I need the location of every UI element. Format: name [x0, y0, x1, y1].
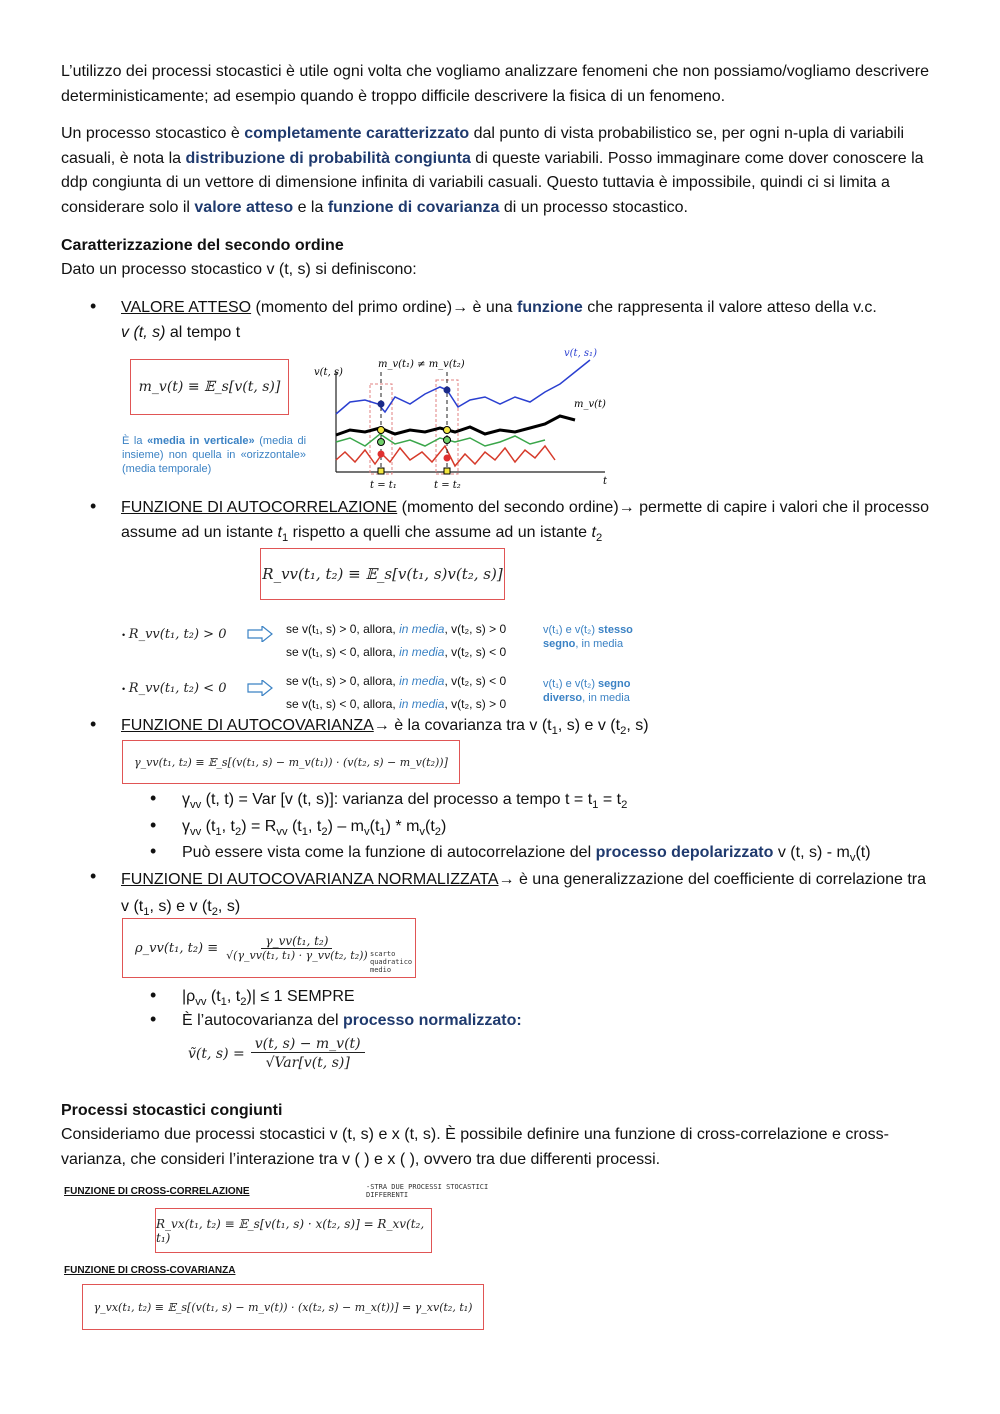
- text-run: , s) e v (t: [149, 898, 212, 915]
- text-run: v(t₁) e v(t₂): [543, 678, 599, 690]
- highlight-complete: completamente caratterizzato: [244, 125, 470, 142]
- text-run: ) = R: [241, 818, 277, 835]
- arrow-icon: →: [373, 717, 390, 734]
- text-run: in media: [399, 622, 445, 636]
- text-run: è una generalizzazione del coefficiente di correlazione tra v (t: [121, 871, 927, 915]
- condition-negative: R_vv(t₁, t₂) < 0: [128, 681, 227, 696]
- bullet: •: [150, 1009, 157, 1029]
- text-run: , v(t₂, s) > 0: [444, 622, 507, 636]
- text-run: (t, t) = Var [v (t, s)]: varianza del processo a tempo t = t: [201, 791, 593, 808]
- subscript: 2: [240, 996, 247, 1009]
- text-run: al tempo t: [165, 323, 241, 341]
- text-run: (media di insieme) non quella in «orizzontale» (media temporale): [122, 435, 307, 475]
- text-run: (t: [206, 988, 221, 1005]
- text-run: stesso: [598, 624, 633, 636]
- text-run: )| ≤ 1 SEMPRE: [246, 988, 355, 1005]
- text-run: v (t, s): [121, 323, 166, 341]
- bullet: •: [90, 496, 97, 516]
- term-autocorrelazione: FUNZIONE DI AUTOCORRELAZIONE: [121, 499, 398, 516]
- autocorr-text: FUNZIONE DI AUTOCORRELAZIONE (momento del secondo ordine)→ permette di capire i valori che il processo assume ad un istante $t_1$ rispetto a quelli che assume ad un istante $t_2$: [121, 499, 929, 544]
- text-run: |ρ: [182, 988, 196, 1005]
- formula-cross-covariance-box: γ_vx(t₁, t₂) ≡ 𝔼_s[(v(t₁, s) − m_v(t)) · (x(t₂, s) − m_x(t))] = γ_xv(t₂, t₁): [82, 1284, 484, 1330]
- subscript: vv: [195, 996, 207, 1009]
- highlight-funzione: funzione: [517, 299, 583, 316]
- text-run: (momento del secondo ordine): [397, 499, 619, 516]
- highlight-normalized: processo normalizzato:: [342, 1012, 522, 1029]
- subscript: 1: [220, 996, 227, 1009]
- text-run: = t: [598, 791, 622, 808]
- subscript: v: [364, 826, 370, 839]
- text-run: , t: [221, 818, 235, 835]
- denominator: √Var[v(t, s)]: [265, 1055, 350, 1071]
- subscript: 2: [434, 826, 442, 839]
- fig-label-vts1: v(t, s₁): [564, 348, 597, 359]
- autocorr-row-negative: • R_vv(t₁, t₂) < 0: [122, 681, 227, 696]
- text-run: , v(t₂, s) > 0: [444, 697, 507, 711]
- text-run: è una: [468, 299, 518, 316]
- subscript: vv: [190, 799, 202, 812]
- text-run: , in media: [575, 638, 624, 650]
- text-run: v(t₁) e v(t₂): [543, 624, 599, 636]
- bullet: •: [90, 714, 97, 734]
- text-run: Un processo stocastico è: [61, 125, 245, 142]
- fig-label-t1: t = t₁: [370, 480, 397, 491]
- text-run: rispetto a quelli che assume ad un istante: [288, 523, 592, 541]
- fraction: [251, 1036, 365, 1071]
- text-run: , v(t₂, s) < 0: [444, 645, 507, 659]
- denominator: √(γ_vv(t₁, t₁) · γ_vv(t₂, t₂)): [226, 949, 368, 962]
- text-run: , t: [307, 818, 322, 835]
- formula-autocov-box: γ_vv(t₁, t₂) ≡ 𝔼_s[(v(t₁, s) − m_v(t₁)) · (v(t₂, s) − m_v(t₂))]: [122, 740, 460, 784]
- text-run: , s): [217, 898, 241, 915]
- text-run: , in media: [582, 692, 630, 704]
- text-run: se v(t₁, s) < 0, allora,: [286, 645, 400, 659]
- arrow-icon: →: [452, 299, 469, 316]
- section-lead: Dato un processo stocastico v (t, s) si definiscono:: [61, 261, 417, 278]
- autocorr-result-diff-sign: [543, 677, 630, 705]
- text-run: permette di capire i valori che il processo assume ad un istante: [121, 499, 929, 541]
- text-run: se v(t₁, s) > 0, allora,: [286, 622, 400, 636]
- text-run: se v(t₁, s) < 0, allora,: [286, 697, 400, 711]
- text-run: È l’autocovarianza del: [182, 1012, 343, 1029]
- text-run: γ: [182, 791, 190, 808]
- subscript: 1: [379, 826, 386, 839]
- cross-correlation-label: FUNZIONE DI CROSS-CORRELAZIONE: [64, 1186, 250, 1197]
- valore-atteso-text: [121, 296, 931, 345]
- subscript: 2: [595, 531, 603, 544]
- text-run: segno: [598, 678, 631, 690]
- process-realizations-figure: [310, 342, 620, 492]
- fig-label-mv: m_v(t): [574, 399, 606, 410]
- handwritten-note: -STRA DUE PROCESSI STOCASTICI DIFFERENTI: [366, 1183, 489, 1199]
- subscript: vv: [190, 826, 202, 839]
- term-autocov-norm: FUNZIONE DI AUTOCOVARIANZA NORMALIZZATA: [121, 871, 499, 888]
- text-run: (t: [425, 818, 435, 835]
- text-run: in media: [399, 674, 445, 688]
- subscript: 1: [143, 906, 150, 919]
- arrow-right-icon: [247, 626, 273, 642]
- subscript: 1: [551, 725, 558, 738]
- text-run: diverso: [543, 692, 583, 704]
- numerator: v(t, s) − m_v(t): [251, 1036, 365, 1053]
- intro-paragraph-1: L’utilizzo dei processi stocastici è utile ogni volta che vogliamo analizzare fenomeni che non possiamo/vogliamo descrivere deterministicamente; ad esempio quando è troppo difficile descrivere la fisica di un fenomeno.: [61, 63, 930, 105]
- text-run: γ: [182, 818, 190, 835]
- text-run: (t: [201, 818, 216, 835]
- arrow-icon: →: [618, 499, 635, 516]
- subscript: 2: [234, 826, 242, 839]
- subscript: 2: [211, 906, 218, 919]
- highlight-joint-distribution: distribuzione di probabilità congiunta: [185, 149, 471, 167]
- highlight-depolarized: processo depolarizzato: [595, 844, 774, 861]
- text-run: ): [441, 818, 447, 835]
- subscript: vv: [276, 826, 288, 839]
- section-heading-second-order: Caratterizzazione del secondo ordine: [61, 237, 344, 254]
- text-run: ) * m: [385, 818, 420, 835]
- text-run: è la covarianza tra v (t: [389, 717, 552, 734]
- autocorr-row-positive: • R_vv(t₁, t₂) > 0: [122, 627, 227, 642]
- highlight-covariance: funzione di covarianza: [327, 198, 500, 216]
- numerator: γ_vv(t₁, t₂): [261, 934, 332, 949]
- subscript: 1: [215, 826, 222, 839]
- term-autocovarianza: FUNZIONE DI AUTOCOVARIANZA: [121, 717, 374, 734]
- bullet: •: [150, 841, 157, 861]
- subscript: 1: [301, 826, 308, 839]
- text-run: segno: [543, 638, 576, 650]
- bullet: •: [150, 788, 157, 808]
- fig-label-vts: v(t, s): [314, 367, 343, 378]
- text-run: ) – m: [327, 818, 365, 835]
- autocov-sub-1: [182, 788, 942, 818]
- text-run: dal punto di vista probabilistico se, per ogni n-upla di variabili casuali, è nota la: [61, 125, 905, 167]
- subscript: 2: [321, 826, 328, 839]
- subscript: 1: [282, 531, 289, 544]
- fig-label-neq: m_v(t₁) ≠ m_v(t₂): [378, 359, 465, 370]
- text-run: in media: [399, 697, 445, 711]
- text-run: e la: [293, 198, 328, 216]
- text-run: , v(t₂, s) < 0: [444, 674, 507, 688]
- term-valore-atteso: VALORE ATTESO: [121, 299, 252, 316]
- formula-lhs: ρ_vv(t₁, t₂) ≡: [135, 940, 219, 956]
- subscript: 2: [621, 799, 628, 812]
- section-heading-joint: Processi stocastici congiunti: [61, 1102, 283, 1119]
- text-run: È la: [122, 435, 148, 447]
- autocorr-row-negative-lines: [286, 670, 506, 716]
- bullet: •: [90, 866, 97, 886]
- text-run: «media in verticale»: [147, 435, 255, 447]
- formula-lhs: ṽ(t, s) =: [188, 1045, 245, 1062]
- text-run: , s) e v (t: [557, 717, 621, 734]
- bullet: •: [150, 815, 157, 835]
- autocov-norm-sub-2: [182, 1009, 942, 1034]
- fig-label-t: t: [603, 476, 608, 487]
- fig-label-t2: t = t₂: [434, 480, 461, 491]
- text-run: di queste variabili. Posso immaginare come dover conoscere la ddp congiunta di un vettore di dimensione infinita di variabili casuali. Questo tuttavia è impossibile, quindi ci si limita a considerare solo il: [61, 149, 924, 216]
- formula-mean-box: m_v(t) ≡ 𝔼_s[v(t, s)]: [130, 359, 289, 415]
- bullet: •: [150, 985, 157, 1005]
- intro-paragraph-2: [61, 122, 931, 220]
- cross-covariance-label: FUNZIONE DI CROSS-COVARIANZA: [64, 1265, 236, 1276]
- handwritten-note: scarto quadratico medio: [370, 950, 413, 974]
- highlight-expected-value: valore atteso: [194, 198, 294, 216]
- autocorr-row-positive-lines: [286, 618, 506, 664]
- text-run: che rappresenta il valore atteso della v.c.: [582, 299, 877, 316]
- section2-body: Consideriamo due processi stocastici v (t, s) e x (t, s). È possibile definire una funzione di cross-correlazione e cross-varianza, che consideri l’interazione tra v ( ) e x ( ), ovvero tra due differenti processi.: [61, 1126, 889, 1168]
- text-run: (t): [855, 844, 871, 861]
- text-run: di un processo stocastico.: [499, 198, 688, 216]
- text-run: (momento del primo ordine): [251, 299, 453, 316]
- arrow-right-icon: [247, 680, 273, 696]
- subscript: v: [849, 852, 856, 865]
- text-run: se v(t₁, s) > 0, allora,: [286, 674, 400, 688]
- text-run: (t: [369, 818, 380, 835]
- text-run: v (t, s) - m: [773, 844, 850, 861]
- subscript: v: [419, 826, 425, 839]
- condition-positive: R_vv(t₁, t₂) > 0: [128, 627, 227, 642]
- text-run: , t: [226, 988, 241, 1005]
- normalized-process-formula: [188, 1036, 365, 1071]
- formula-cross-correlation-box: R_vx(t₁, t₂) ≡ 𝔼_s[v(t₁, s) · x(t₂, s)] = R_xv(t₂, t₁): [155, 1208, 432, 1253]
- text-run: Può essere vista come la funzione di autocorrelazione del: [182, 844, 596, 861]
- subscript: 2: [620, 725, 627, 738]
- text-run: (t: [287, 818, 302, 835]
- fraction: [224, 934, 370, 962]
- bullet: •: [90, 296, 97, 316]
- mean-note: [122, 434, 306, 476]
- subscript: 1: [592, 799, 599, 812]
- arrow-icon: →: [498, 871, 515, 888]
- autocorr-result-same-sign: [543, 623, 633, 651]
- text-run: in media: [399, 645, 445, 659]
- text-run: , s): [626, 717, 649, 734]
- formula-autocorr-box: R_vv(t₁, t₂) ≡ 𝔼_s[v(t₁, s)v(t₂, s)]: [260, 548, 505, 600]
